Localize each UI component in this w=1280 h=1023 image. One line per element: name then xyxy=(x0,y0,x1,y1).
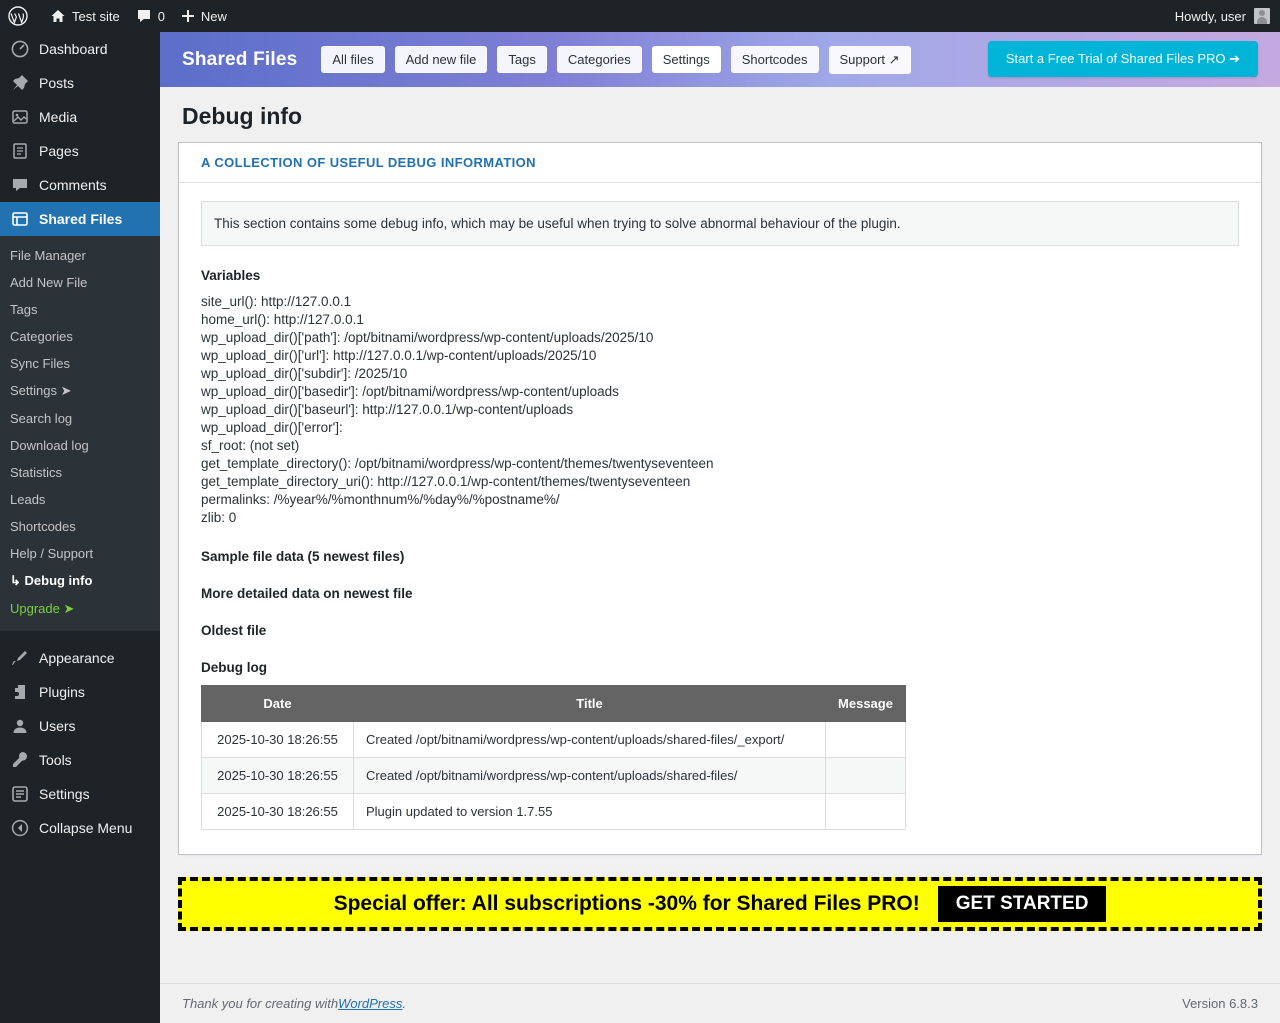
shared-files-submenu xyxy=(0,236,160,631)
settings-icon xyxy=(10,785,30,803)
sidebar-item-pages[interactable] xyxy=(0,134,160,168)
cell-date: 2025-10-30 18:26:55 xyxy=(202,722,354,758)
table-row xyxy=(202,794,906,830)
submenu-item-statistics[interactable]: Statistics xyxy=(10,465,63,480)
users-icon xyxy=(10,717,30,735)
sidebar-item-settings[interactable] xyxy=(0,777,160,811)
sidebar-label: Pages xyxy=(39,143,79,159)
sidebar-item-comments[interactable] xyxy=(0,168,160,202)
submenu-item-file-manager[interactable]: File Manager xyxy=(10,248,86,263)
howdy-label: Howdy, user xyxy=(1174,8,1246,24)
section-heading-sample-file-data: Sample file data (5 newest files) xyxy=(201,549,405,564)
sidebar-label: Settings xyxy=(39,786,90,802)
site-name-button[interactable] xyxy=(42,0,128,32)
variable-row: zlib: 0 xyxy=(201,510,237,525)
section-heading-more-detailed-data: More detailed data on newest file xyxy=(201,586,413,601)
sidebar-item-media[interactable] xyxy=(0,100,160,134)
admin-sidebar xyxy=(0,32,160,1023)
shared-files-icon xyxy=(10,210,30,228)
sidebar-item-dashboard[interactable] xyxy=(0,32,160,66)
page-title: Debug info xyxy=(160,87,1280,142)
submenu-item-download-log[interactable]: Download log xyxy=(10,438,89,453)
pin-icon xyxy=(10,74,30,92)
variable-row: site_url(): http://127.0.0.1 xyxy=(201,294,352,309)
sidebar-item-posts[interactable] xyxy=(0,66,160,100)
submenu-item-help-support[interactable]: Help / Support xyxy=(10,546,94,561)
collapse-menu-label: Collapse Menu xyxy=(39,820,133,836)
avatar xyxy=(1254,8,1270,24)
admin-footer xyxy=(160,983,1280,1023)
sidebar-item-appearance[interactable] xyxy=(0,641,160,675)
offer-text: Special offer: All subscriptions -30% for Shared Files PRO! xyxy=(333,892,920,915)
variable-row: wp_upload_dir()['path']: /opt/bitnami/wordpress/wp-content/uploads/2025/10 xyxy=(201,330,654,345)
wordpress-logo-button[interactable] xyxy=(0,0,42,32)
media-icon xyxy=(10,108,30,126)
comments-button[interactable] xyxy=(128,0,173,32)
tab-add-new-file[interactable]: Add new file xyxy=(395,46,488,73)
section-heading-variables: Variables xyxy=(201,268,261,283)
column-header-date: Date xyxy=(202,686,354,722)
new-content-label: New xyxy=(200,8,227,24)
plugin-brand: Shared Files xyxy=(182,48,298,70)
footer-version: Version 6.8.3 xyxy=(1182,996,1258,1011)
variable-row: home_url(): http://127.0.0.1 xyxy=(201,312,364,327)
submenu-item-debug-info[interactable]: ↳ Debug info xyxy=(10,573,93,588)
debug-log-table xyxy=(201,685,906,830)
sidebar-label: Posts xyxy=(39,75,75,91)
variables-list xyxy=(201,293,1239,527)
sidebar-label: Comments xyxy=(39,177,107,193)
debug-notice: This section contains some debug info, which may be useful when trying to solve abnormal behaviour of the plugin. xyxy=(201,201,1239,246)
sidebar-item-plugins[interactable] xyxy=(0,675,160,709)
sidebar-divider xyxy=(0,631,160,641)
sidebar-label: Appearance xyxy=(39,650,115,666)
variable-row: get_template_directory_uri(): http://127.0.0.1/wp-content/themes/twentyseventeen xyxy=(201,474,691,489)
sidebar-label: Users xyxy=(39,718,76,734)
variable-row: wp_upload_dir()['basedir']: /opt/bitnami/wordpress/wp-content/uploads xyxy=(201,384,619,399)
sidebar-label: Dashboard xyxy=(39,41,108,57)
column-header-message: Message xyxy=(826,686,906,722)
tools-icon xyxy=(10,751,30,769)
submenu-item-add-new-file[interactable]: Add New File xyxy=(10,275,88,290)
sidebar-label: Media xyxy=(39,109,78,125)
cell-message xyxy=(826,758,906,794)
sidebar-label: Tools xyxy=(39,752,72,768)
sidebar-item-users[interactable] xyxy=(0,709,160,743)
cell-date: 2025-10-30 18:26:55 xyxy=(202,794,354,830)
dashboard-icon xyxy=(10,40,30,58)
start-free-trial-pro-button[interactable]: Start a Free Trial of Shared Files PRO ➔ xyxy=(988,41,1258,77)
variable-row: get_template_directory(): /opt/bitnami/wordpress/wp-content/themes/twentyseventeen xyxy=(201,456,714,471)
sidebar-item-shared-files[interactable] xyxy=(0,202,160,236)
variable-row: permalinks: /%year%/%monthnum%/%day%/%postname%/ xyxy=(201,492,560,507)
get-started-button[interactable]: GET STARTED xyxy=(938,886,1107,922)
footer-thanks-suffix: . xyxy=(402,996,406,1011)
collapse-arrow-icon xyxy=(10,819,30,837)
panel-heading: A COLLECTION OF USEFUL DEBUG INFORMATION xyxy=(179,143,1261,183)
plugin-header-bar xyxy=(160,32,1280,87)
plugin-icon xyxy=(10,683,30,701)
wordpress-logo-icon xyxy=(8,6,28,26)
plus-icon xyxy=(181,9,195,23)
brush-icon xyxy=(10,649,30,667)
section-heading-oldest-file: Oldest file xyxy=(201,623,267,638)
account-menu[interactable] xyxy=(1175,8,1280,24)
page-icon xyxy=(10,142,30,160)
wordpress-link[interactable]: WordPress xyxy=(338,996,403,1011)
comment-bubble-icon xyxy=(136,8,152,24)
submenu-item-leads[interactable]: Leads xyxy=(10,492,46,507)
submenu-item-tags[interactable]: Tags xyxy=(10,302,38,317)
sidebar-label: Plugins xyxy=(39,684,85,700)
variable-row: wp_upload_dir()['url']: http://127.0.0.1/wp-content/uploads/2025/10 xyxy=(201,348,597,363)
admin-bar xyxy=(0,0,1280,32)
tab-shortcodes[interactable]: Shortcodes xyxy=(731,46,819,73)
home-icon xyxy=(50,8,66,24)
cell-message xyxy=(826,722,906,758)
submenu-item-shortcodes[interactable]: Shortcodes xyxy=(10,519,76,534)
table-row xyxy=(202,758,906,794)
debug-info-panel xyxy=(178,142,1262,855)
cell-title: Created /opt/bitnami/wordpress/wp-content/uploads/shared-files/_export/ xyxy=(354,722,826,758)
submenu-item-categories[interactable]: Categories xyxy=(10,329,73,344)
tab-categories[interactable]: Categories xyxy=(557,46,642,73)
tab-support[interactable]: Support ↗ xyxy=(829,46,911,74)
submenu-item-upgrade[interactable]: Upgrade ➤ xyxy=(10,601,75,616)
tab-all-files[interactable]: All files xyxy=(321,46,384,73)
panel-body xyxy=(179,183,1261,854)
cell-date: 2025-10-30 18:26:55 xyxy=(202,758,354,794)
submenu-item-sync-files[interactable]: Sync Files xyxy=(10,356,70,371)
submenu-item-settings[interactable]: Settings ➤ xyxy=(10,383,72,398)
comments-count: 0 xyxy=(157,8,165,24)
new-content-button[interactable] xyxy=(173,0,235,32)
main-content xyxy=(160,32,1280,1023)
footer-thanks-prefix: Thank you for creating with xyxy=(182,996,339,1011)
tab-settings[interactable]: Settings xyxy=(652,46,721,73)
table-header-row xyxy=(202,686,906,722)
table-row xyxy=(202,722,906,758)
tab-tags[interactable]: Tags xyxy=(497,46,546,73)
sidebar-label: Shared Files xyxy=(39,211,123,227)
sidebar-item-tools[interactable] xyxy=(0,743,160,777)
variable-row: wp_upload_dir()['subdir']: /2025/10 xyxy=(201,366,408,381)
cell-title: Plugin updated to version 1.7.55 xyxy=(354,794,826,830)
variable-row: wp_upload_dir()['error']: xyxy=(201,420,343,435)
variable-row: wp_upload_dir()['baseurl']: http://127.0.0.1/wp-content/uploads xyxy=(201,402,574,417)
collapse-menu-button[interactable] xyxy=(0,811,160,845)
section-heading-debug-log: Debug log xyxy=(201,660,267,675)
column-header-title: Title xyxy=(354,686,826,722)
submenu-item-search-log[interactable]: Search log xyxy=(10,411,73,426)
cell-title: Created /opt/bitnami/wordpress/wp-content/uploads/shared-files/ xyxy=(354,758,826,794)
comment-icon xyxy=(10,176,30,194)
site-name-label: Test site xyxy=(72,8,120,24)
variable-row: sf_root: (not set) xyxy=(201,438,300,453)
cell-message xyxy=(826,794,906,830)
special-offer-banner xyxy=(178,877,1262,931)
